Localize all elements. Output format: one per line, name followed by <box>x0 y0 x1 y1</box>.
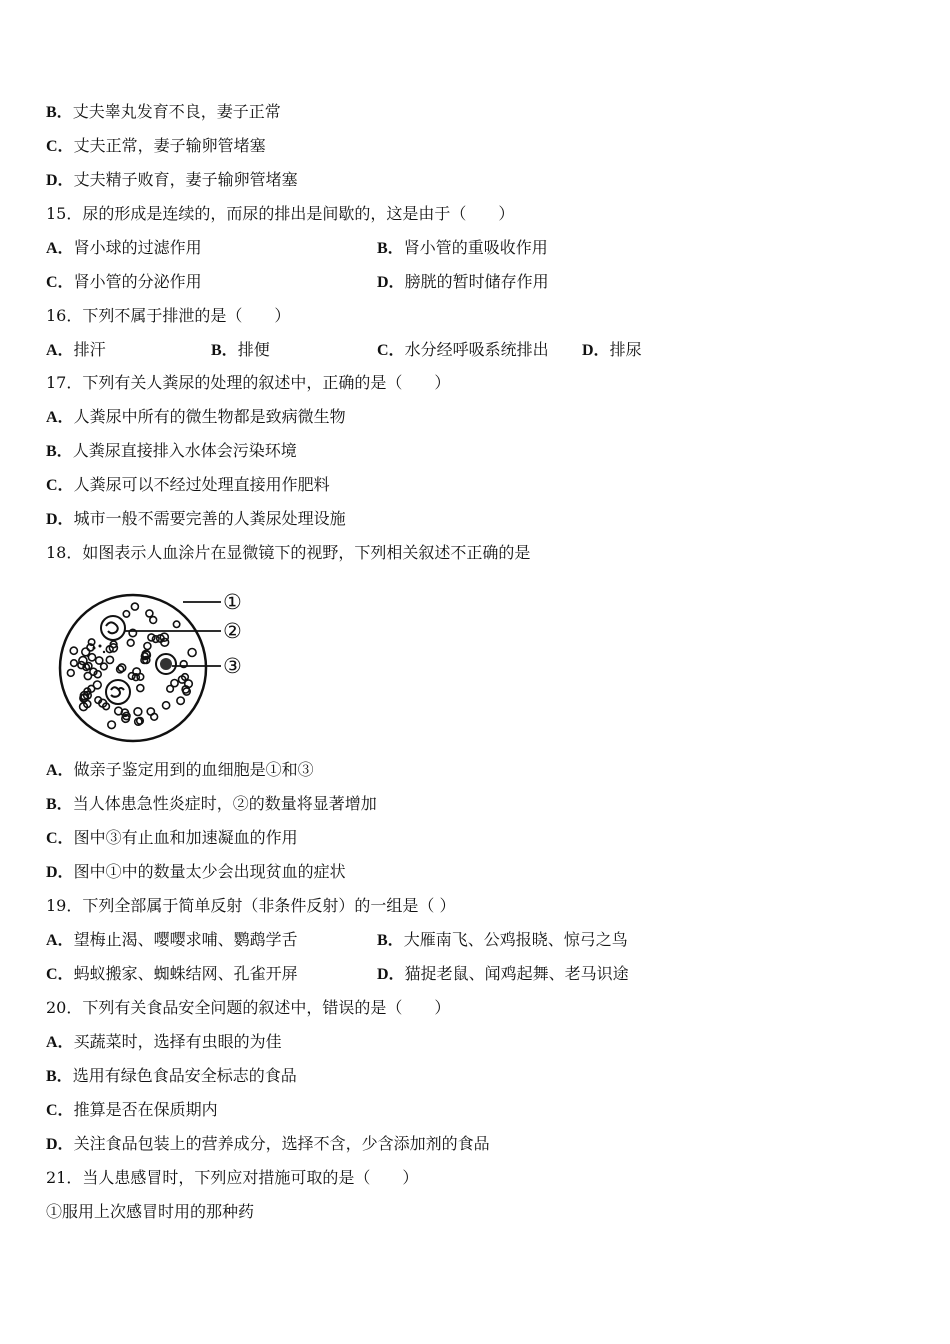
figure-label-2: ② <box>223 619 242 643</box>
q19-option-c <box>46 963 298 986</box>
option-text: 图中①中的数量太少会出现贫血的症状 <box>73 862 346 881</box>
option-text: 做亲子鉴定用到的血细胞是①和③ <box>73 760 314 779</box>
option-text: 人粪尿中所有的微生物都是致病微生物 <box>73 407 346 426</box>
option-text: 关注食品包装上的营养成分，选择不含，少含添加剂的食品 <box>73 1134 490 1153</box>
q15-option-a <box>46 237 202 260</box>
q20-option-b <box>46 1065 297 1088</box>
option-text: 排尿 <box>609 340 642 359</box>
option-letter: D． <box>377 966 405 983</box>
blood-smear-figure <box>58 582 258 752</box>
option-text: 猫捉老鼠、闻鸡起舞、老马识途 <box>404 964 629 983</box>
option-text: 人粪尿可以不经过处理直接用作肥料 <box>73 475 330 494</box>
q20-option-c <box>46 1099 218 1122</box>
q18-stem: 18．如图表示人血涂片在显微镜下的视野，下列相关叙述不正确的是 <box>46 543 531 562</box>
option-text: 丈夫正常，妻子输卵管堵塞 <box>73 136 266 155</box>
option-letter: A． <box>46 409 74 426</box>
q17-option-a <box>46 406 346 429</box>
q19-option-d <box>377 963 629 986</box>
figure-label-3: ③ <box>223 654 242 678</box>
option-letter: D． <box>46 511 74 528</box>
q19-stem: 19．下列全部属于简单反射（非条件反射）的一组是（ ） <box>46 896 456 915</box>
option-text: 水分经呼吸系统排出 <box>404 340 549 359</box>
q16-option-c <box>377 339 549 362</box>
option-text: 选用有绿色食品安全标志的食品 <box>72 1066 297 1085</box>
option-letter: B． <box>46 796 73 813</box>
option-letter: D． <box>46 864 74 881</box>
option-text: 蚂蚁搬家、蜘蛛结网、孔雀开屏 <box>73 964 298 983</box>
q17-option-b <box>46 440 297 463</box>
figure-label-1: ① <box>223 590 242 614</box>
option-letter: C． <box>46 138 74 155</box>
option-text: 当人体患急性炎症时，②的数量将显著增加 <box>72 794 377 813</box>
option-text: 城市一般不需要完善的人粪尿处理设施 <box>73 509 346 528</box>
q15-option-c <box>46 271 202 294</box>
option-letter: D． <box>377 274 405 291</box>
option-letter: C． <box>46 477 74 494</box>
option-text: 肾小管的重吸收作用 <box>403 238 548 257</box>
q18-option-a <box>46 759 314 782</box>
q20-option-a <box>46 1031 282 1054</box>
option-text: 膀胱的暂时储存作用 <box>404 272 549 291</box>
option-text: 望梅止渴、嘤嘤求哺、鹦鹉学舌 <box>73 930 298 949</box>
option-text: 肾小球的过滤作用 <box>73 238 202 257</box>
q17-stem: 17．下列有关人粪尿的处理的叙述中，正确的是（ ） <box>46 373 451 392</box>
q18-option-b <box>46 793 377 816</box>
option-text: 排便 <box>237 340 270 359</box>
option-text: 买蔬菜时，选择有虫眼的为佳 <box>73 1032 282 1051</box>
q16-option-d <box>582 339 642 362</box>
q14-option-d <box>46 169 298 192</box>
option-letter: B． <box>46 1068 73 1085</box>
option-text: 推算是否在保质期内 <box>73 1100 218 1119</box>
option-letter: B． <box>46 443 73 460</box>
q18-option-d <box>46 861 346 884</box>
q15-option-b <box>377 237 548 260</box>
option-letter: A． <box>46 1034 74 1051</box>
option-text: 图中③有止血和加速凝血的作用 <box>73 828 298 847</box>
option-letter: B． <box>46 104 73 121</box>
white-blood-cell-dark <box>156 654 176 674</box>
q16-option-a <box>46 339 106 362</box>
option-letter: C． <box>46 1102 74 1119</box>
option-letter: B． <box>377 240 404 257</box>
q18-option-c <box>46 827 298 850</box>
q20-stem: 20．下列有关食品安全问题的叙述中，错误的是（ ） <box>46 998 451 1017</box>
blood-smear-svg <box>58 582 258 752</box>
q21-item-1: ①服用上次感冒时用的那种药 <box>46 1202 255 1221</box>
option-text: 排汗 <box>73 340 106 359</box>
option-letter: B． <box>377 932 404 949</box>
option-letter: C． <box>46 966 74 983</box>
option-letter: A． <box>46 240 74 257</box>
option-letter: D． <box>46 172 74 189</box>
white-blood-cell <box>106 680 130 704</box>
option-text: 大雁南飞、公鸡报晓、惊弓之鸟 <box>403 930 628 949</box>
q21-stem: 21．当人患感冒时，下列应对措施可取的是（ ） <box>46 1168 419 1187</box>
white-blood-cell <box>101 616 125 640</box>
option-letter: D． <box>46 1136 74 1153</box>
q19-option-b <box>377 929 628 952</box>
option-text: 人粪尿直接排入水体会污染环境 <box>72 441 297 460</box>
q16-option-b <box>211 339 270 362</box>
option-text: 丈夫精子败育，妻子输卵管堵塞 <box>73 170 298 189</box>
q17-option-c <box>46 474 330 497</box>
option-letter: C． <box>377 342 405 359</box>
option-letter: A． <box>46 342 74 359</box>
q17-option-d <box>46 508 346 531</box>
q14-option-b <box>46 101 281 124</box>
option-letter: C． <box>46 274 74 291</box>
q14-option-c <box>46 135 266 158</box>
q19-option-a <box>46 929 298 952</box>
option-letter: C． <box>46 830 74 847</box>
q20-option-d <box>46 1133 490 1156</box>
q16-stem: 16．下列不属于排泄的是（ ） <box>46 306 291 325</box>
option-letter: D． <box>582 342 610 359</box>
q15-stem: 15．尿的形成是连续的，而尿的排出是间歇的，这是由于（ ） <box>46 204 515 223</box>
option-text: 丈夫睾丸发育不良，妻子正常 <box>72 102 281 121</box>
option-letter: A． <box>46 932 74 949</box>
q15-option-d <box>377 271 549 294</box>
option-letter: A． <box>46 762 74 779</box>
option-letter: B． <box>211 342 238 359</box>
option-text: 肾小管的分泌作用 <box>73 272 202 291</box>
